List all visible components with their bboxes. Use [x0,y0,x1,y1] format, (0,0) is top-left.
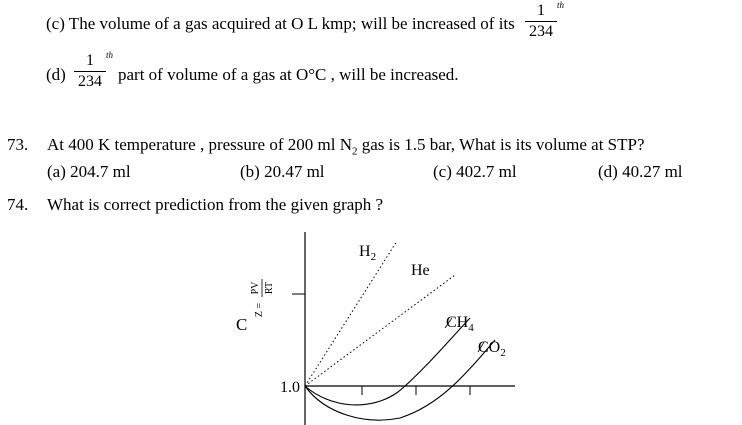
question-73-option-d[interactable]: (d) 40.27 ml [598,162,683,181]
question-73-option-a[interactable]: (a) 204.7 ml [47,162,131,181]
ch4-label: $CH_4$ [446,314,474,334]
question-73-text-after: gas is 1.5 bar, What is its volume at STP? [357,135,645,154]
co2-label: $CO_2$ [478,339,506,359]
h2-label: $H_2$ [359,243,377,263]
he-label: He [411,262,430,279]
question-73-subscript: 2 [351,145,358,158]
fraction-numerator: 1 [537,2,545,19]
graph-side-letter: C [236,315,248,334]
he-curve [305,275,455,386]
fraction-numerator: 1 [86,52,94,69]
question-73-text-before: At 400 K temperature , pressure of 200 ml N [47,135,352,154]
question-73-number: 73. [7,135,29,154]
option-d-text: part of volume of a gas at O°C , will be increased. [118,65,459,84]
superscript-th: th [106,50,114,60]
option-d-label: (d) [46,65,66,84]
fraction-denominator: 234 [78,73,102,90]
y-label-numerator: PV [250,281,261,295]
option-c-text: (c) The volume of a gas acquired at O L kmp; will be increased of its [46,14,515,33]
question-74-number: 74. [7,195,29,214]
fraction-denominator: 234 [529,23,553,40]
y-label-prefix: Z = [254,302,265,318]
co2-curve [305,340,495,420]
question-73-option-b[interactable]: (b) 20.47 ml [240,162,325,181]
h2-curve [305,241,397,386]
question-74-text: What is correct prediction from the given graph ? [47,195,384,214]
superscript-th: th [557,0,565,10]
question-73-option-c[interactable]: (c) 402.7 ml [433,162,517,181]
y-tick-label: 1.0 [280,379,300,396]
y-axis-label [250,279,275,317]
y-label-denominator: RT [264,281,275,295]
